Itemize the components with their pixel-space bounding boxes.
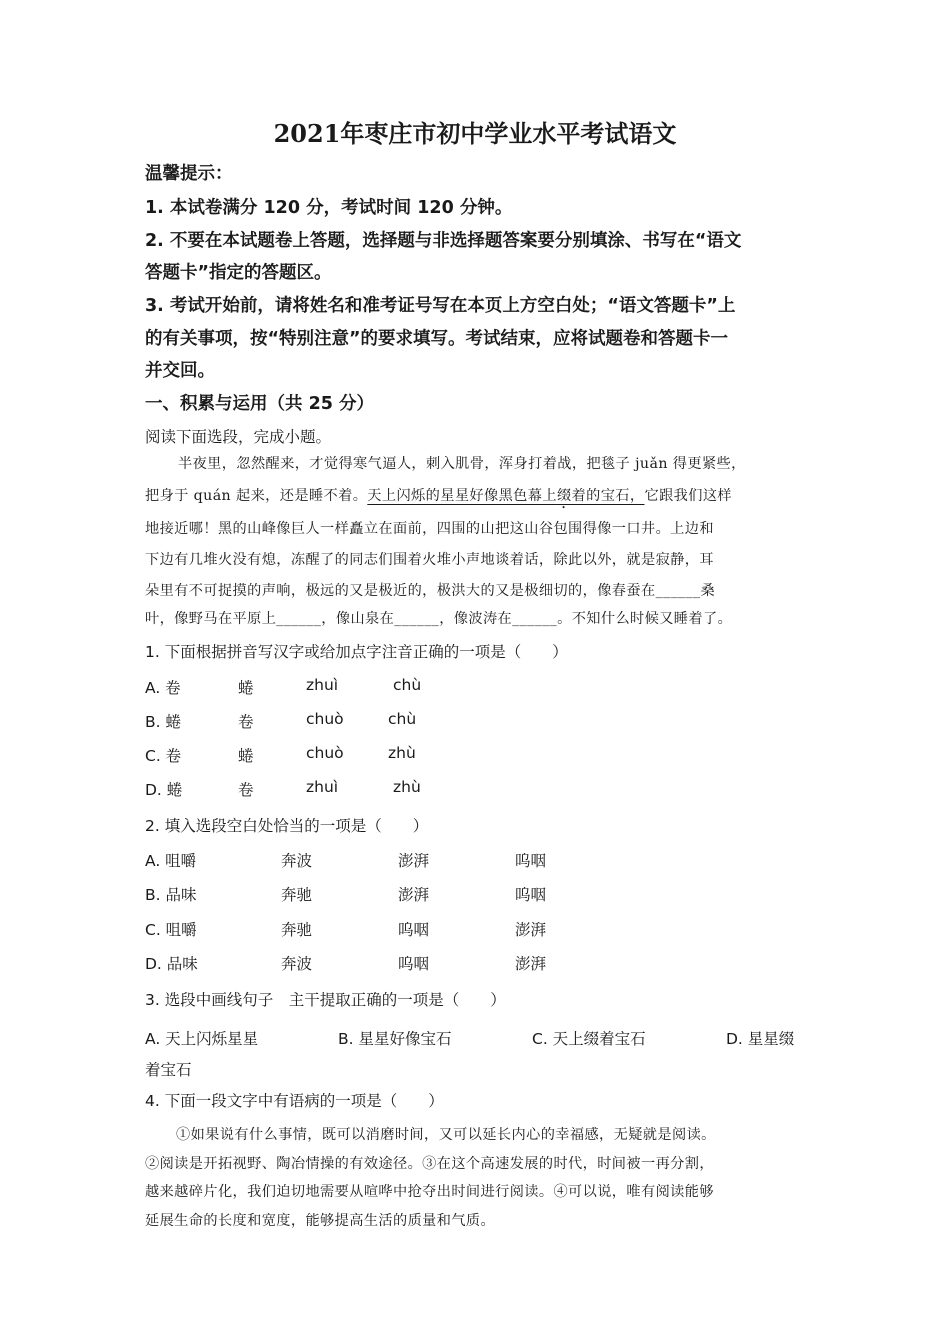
q1-option-b-c2: 卷: [238, 713, 254, 731]
q1-option-b: B. 蜷: [145, 713, 181, 731]
q1-option-a: A. 卷: [145, 679, 181, 697]
q2-option-a-c2: 奔波: [281, 852, 313, 870]
underlined-sentence: 天上闪烁的星星好像黑色幕上缀着的宝石，: [367, 488, 645, 504]
q2-option-a: A. 咀嚼: [145, 852, 197, 870]
q1-option-c-c3: chuò: [306, 744, 344, 762]
q2-option-b-c3: 澎湃: [398, 886, 430, 904]
q1-option-c: C. 卷: [145, 747, 182, 765]
passage-line-6: 叶，像野马在平原上______，像山泉在______，像波涛在______。不知什么时候又睡着了。: [145, 611, 733, 627]
tips-heading: 温馨提示：: [145, 164, 233, 184]
q4-para-line-2: ②阅读是开拓视野、陶冶情操的有效途径。③在这个高速发展的时代，时间被一再分割，: [145, 1156, 714, 1172]
tip-line-3b: 的有关事项，按“特别注意”的要求填写。考试结束，应将试题卷和答题卡一: [145, 329, 729, 349]
tip-line-2b: 答题卡”指定的答题区。: [145, 263, 332, 283]
q1-option-c-c2: 蜷: [238, 747, 254, 765]
q2-stem: 2. 填入选段空白处恰当的一项是（ ）: [145, 817, 429, 835]
q4-stem: 4. 下面一段文字中有语病的一项是（ ）: [145, 1092, 444, 1110]
passage-line-5: 朵里有不可捉摸的声响，极远的又是极近的，极洪大的又是极细切的，像春蚕在______桑: [145, 583, 716, 599]
q1-option-b-c4: chù: [388, 710, 417, 728]
q2-option-a-c3: 澎湃: [398, 852, 430, 870]
tip-line-1: 1. 本试卷满分 120 分，考试时间 120 分钟。: [145, 198, 513, 218]
passage-line-2-pre: 把身于 quán 起来，还是睡不着。: [145, 488, 368, 504]
q1-option-b-c3: chuò: [306, 710, 344, 728]
blank-3: ______: [394, 611, 440, 627]
q2-option-c: C. 咀嚼: [145, 921, 197, 939]
passage-line-1: 半夜里，忽然醒来，才觉得寒气逼人，刺入肌骨，浑身打着战，把毯子 juǎn 得更紧些，: [178, 456, 746, 472]
q3-stem: 3. 选段中画线句子 主干提取正确的一项是（ ）: [145, 991, 506, 1009]
passage-line-2-post: 它跟我们这样: [644, 488, 733, 504]
tip-line-3c: 并交回。: [145, 361, 215, 381]
passage-line-3: 地接近哪！黑的山峰像巨人一样矗立在面前，四围的山把这山谷包围得像一口井。上边和: [145, 521, 714, 537]
tip-line-2a: 2. 不要在本试题卷上答题，选择题与非选择题答案要分别填涂、书写在“语文: [145, 231, 742, 251]
q2-option-c-c2: 奔驰: [281, 921, 313, 939]
q2-option-c-c4: 澎湃: [515, 921, 547, 939]
passage-line-2: [145, 485, 732, 512]
q2-option-d-c3: 呜咽: [398, 955, 430, 973]
q3-option-c: C. 天上缀着宝石: [532, 1030, 646, 1048]
passage-line-4: 下边有几堆火没有熄，冻醒了的同志们围着火堆小声地谈着话，除此以外，就是寂静，耳: [145, 552, 714, 568]
q2-option-d-c2: 奔波: [281, 955, 313, 973]
dotted-char: 缀: [556, 488, 572, 504]
q3-option-d-cont: 着宝石: [145, 1061, 192, 1079]
section-heading: 一、积累与运用（共 25 分）: [145, 394, 375, 414]
q1-option-d-c2: 卷: [238, 781, 254, 799]
q2-option-c-c3: 呜咽: [398, 921, 430, 939]
q2-option-d: D. 品味: [145, 955, 198, 973]
q1-option-a-c2: 蜷: [238, 679, 254, 697]
q4-para-line-1: ①如果说有什么事情，既可以消磨时间，又可以延长内心的幸福感，无疑就是阅读。: [176, 1127, 716, 1143]
q2-option-b: B. 品味: [145, 886, 197, 904]
q1-option-a-c4: chù: [393, 676, 422, 694]
q3-option-b: B. 星星好像宝石: [338, 1030, 452, 1048]
q3-option-d: D. 星星缀: [726, 1030, 795, 1048]
page-title: 2021年枣庄市初中学业水平考试语文: [273, 119, 677, 148]
q4-para-line-3: 越来越碎片化，我们迫切地需要从喧哗中抢夺出时间进行阅读。④可以说，唯有阅读能够: [145, 1184, 714, 1200]
section-intro: 阅读下面选段，完成小题。: [145, 428, 332, 446]
q1-option-d-c4: zhù: [393, 778, 421, 796]
q4-para-line-4: 延展生命的长度和宽度，能够提高生活的质量和气质。: [145, 1213, 496, 1229]
q2-option-b-c2: 奔驰: [281, 886, 313, 904]
q2-option-a-c4: 呜咽: [515, 852, 547, 870]
q1-option-d-c3: zhuì: [306, 778, 339, 796]
tip-line-3a: 3. 考试开始前，请将姓名和准考证号写在本页上方空白处；“语文答题卡”上: [145, 296, 736, 316]
q1-stem: 1. 下面根据拼音写汉字或给加点字注音正确的一项是（ ）: [145, 643, 568, 661]
blank-2: ______: [276, 611, 322, 627]
q1-option-a-c3: zhuì: [306, 676, 339, 694]
q1-option-c-c4: zhù: [388, 744, 416, 762]
q2-option-d-c4: 澎湃: [515, 955, 547, 973]
q1-option-d: D. 蜷: [145, 781, 183, 799]
q2-option-b-c4: 呜咽: [515, 886, 547, 904]
blank-1: ______: [655, 583, 701, 599]
blank-4: ______: [512, 611, 558, 627]
q3-option-a: A. 天上闪烁星星: [145, 1030, 259, 1048]
